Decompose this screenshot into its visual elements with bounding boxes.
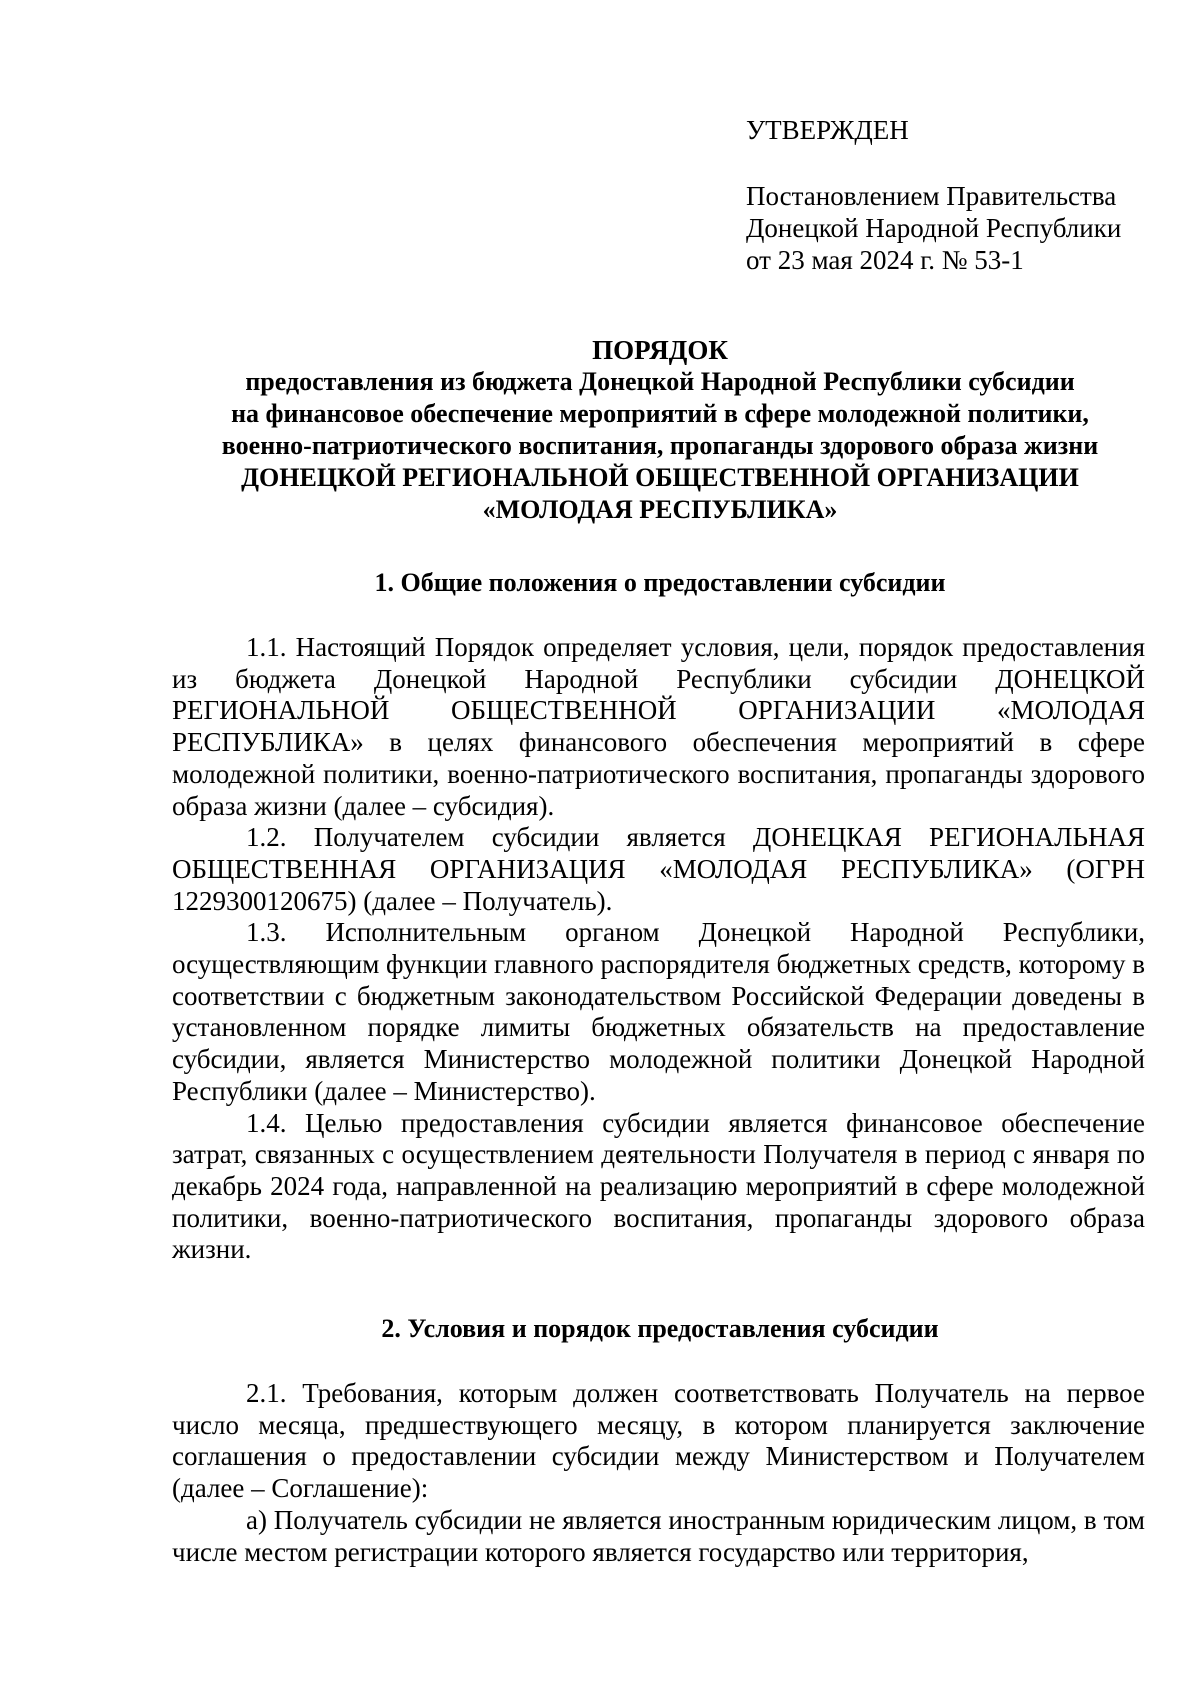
paragraph-1-2: 1.2. Получателем субсидии является ДОНЕЦКАЯ РЕГИОНАЛЬНАЯ ОБЩЕСТВЕННАЯ ОРГАНИЗАЦИЯ «МОЛОДАЯ РЕСПУБЛИКА» (ОГРН 1229300120675) (далее – Получатель).	[172, 822, 1145, 916]
section-2-heading: 2. Условия и порядок предоставления субсидии	[381, 1314, 939, 1343]
title-line: на финансовое обеспечение мероприятий в сфере молодежной политики,	[231, 399, 1089, 428]
approval-date-line: от 23 мая 2024 г. № 53-1	[746, 245, 1024, 275]
paragraph-1-1: 1.1. Настоящий Порядок определяет условия, цели, порядок предоставления из бюджета Донецкой Народной Республики субсидии ДОНЕЦКОЙ РЕГИОНАЛЬНОЙ ОБЩЕСТВЕННОЙ ОРГАНИЗАЦИИ «МОЛОДАЯ РЕСПУБЛИКА» в целях финансового обеспечения мероприятий в сфере молодежной политики, военно-патриотического воспитания, пропаганды здорового образа жизни (далее – субсидия).	[172, 632, 1145, 821]
document-title	[150, 334, 1170, 526]
paragraph-1-3: 1.3. Исполнительным органом Донецкой Народной Республики, осуществляющим функции главного распорядителя бюджетных средств, которому в соответствии с бюджетным законодательством Российской Федерации доведены в установленном порядке лимиты бюджетных обязательств на предоставление субсидии, является Министерство молодежной политики Донецкой Народной Республики (далее – Министерство).	[172, 917, 1145, 1106]
paragraph-2-a: а) Получатель субсидии не является иностранным юридическим лицом, в том числе местом регистрации которого является государство или территория,	[172, 1504, 1145, 1567]
paragraph-2-1: 2.1. Требования, которым должен соответствовать Получатель на первое число месяца, предшествующего месяцу, в котором планируется заключение соглашения о предоставлении субсидии между Министерством и Получателем (далее – Соглашение):	[172, 1378, 1145, 1504]
title-main: ПОРЯДОК	[592, 335, 728, 365]
title-line: «МОЛОДАЯ РЕСПУБЛИКА»	[482, 495, 838, 524]
section-1-body	[172, 632, 1145, 1266]
section-1-heading: 1. Общие положения о предоставлении субсидии	[374, 568, 946, 597]
title-line: предоставления из бюджета Донецкой Народной Республики субсидии	[245, 367, 1075, 396]
title-line: военно-патриотического воспитания, пропаганды здорового образа жизни	[221, 431, 1099, 460]
approval-stamp: УТВЕРЖДЕН	[746, 115, 909, 145]
section-2-body	[172, 1378, 1145, 1568]
approval-line: Постановлением Правительства	[746, 181, 1117, 211]
approval-line: Донецкой Народной Республики	[746, 213, 1122, 243]
paragraph-1-4: 1.4. Целью предоставления субсидии является финансовое обеспечение затрат, связанных с осуществлением деятельности Получателя в период с января по декабрь 2024 года, направленной на реализацию мероприятий в сфере молодежной политики, военно-патриотического воспитания, пропаганды здорового образа жизни.	[172, 1107, 1145, 1265]
title-line: ДОНЕЦКОЙ РЕГИОНАЛЬНОЙ ОБЩЕСТВЕННОЙ ОРГАНИЗАЦИИ	[241, 463, 1079, 492]
approval-block	[746, 114, 1166, 276]
